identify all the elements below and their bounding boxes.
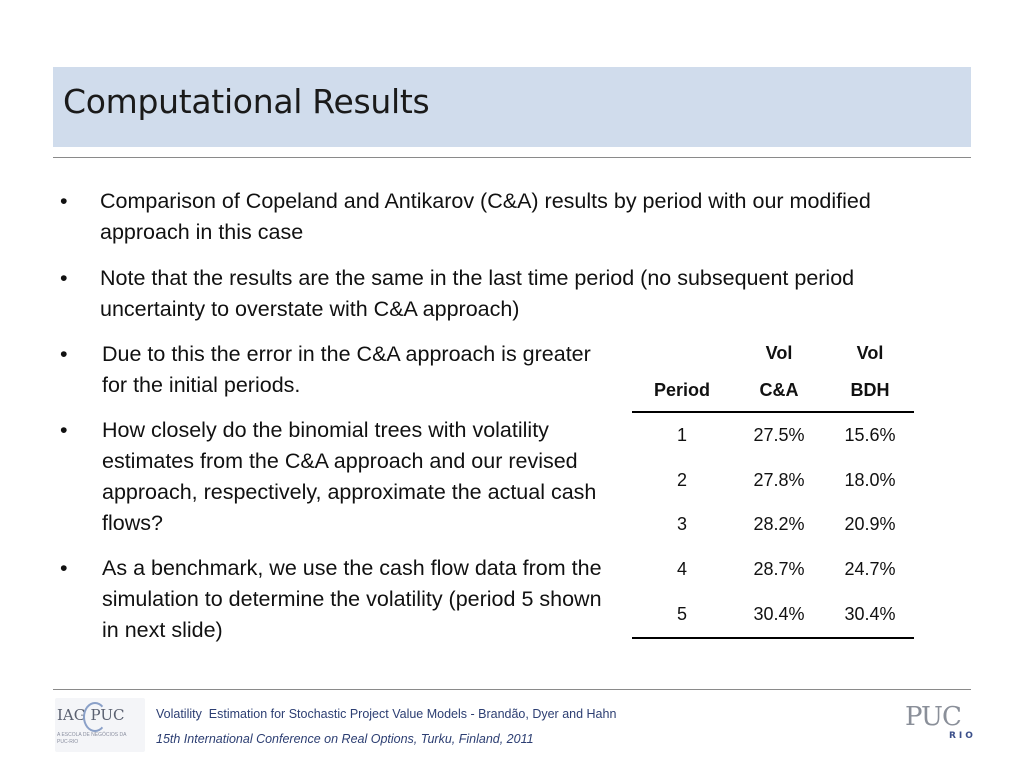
table-header-cell: Vol <box>856 342 884 363</box>
table-cell: 2 <box>676 469 687 490</box>
bullet-text: Due to this the error in the C&A approach is greater for the initial periods. <box>102 342 591 397</box>
table-header-cell: BDH <box>826 369 914 412</box>
table-row <box>632 547 914 592</box>
table-cell: 15.6% <box>844 424 896 445</box>
iag-puc-logo-text: IAG PUC <box>57 706 125 724</box>
bullet-glyph: • <box>60 556 68 580</box>
bullet-list-top <box>60 186 940 340</box>
table-row <box>632 458 914 503</box>
table-row <box>632 592 914 638</box>
bullet-item <box>60 186 940 248</box>
table-header-cell <box>632 337 732 369</box>
iag-puc-logo-caption: A ESCOLA DE NEGÓCIOS DA PUC-RIO <box>57 732 127 745</box>
table-cell: 30.4% <box>732 592 826 638</box>
bullet-item <box>60 553 620 646</box>
bullet-text: How closely do the binomial trees with volatility estimates from the C&A approach and our revised approach, respectively, approximate the actual cash flows? <box>102 418 597 535</box>
puc-rio-logo-main: PUC <box>905 702 961 732</box>
bullet-item <box>60 415 620 539</box>
table-cell: 4 <box>676 559 687 580</box>
table-cell: 27.5% <box>753 424 805 445</box>
bullet-glyph: • <box>60 189 68 213</box>
table-cell: 5 <box>632 592 732 638</box>
footer-divider <box>53 689 971 690</box>
volatility-table <box>632 337 914 639</box>
table-cell: 30.4% <box>826 592 914 638</box>
table-cell: 1 <box>676 424 687 445</box>
table-cell: 28.2% <box>753 514 805 535</box>
footer-conference: 15th International Conference on Real Options, Turku, Finland, 2011 <box>156 732 534 746</box>
slide-title: Computational Results <box>63 82 430 121</box>
bullet-text: Note that the results are the same in the last time period (no subsequent period uncertainty to overstate with C&A approach) <box>100 266 855 321</box>
bullet-text: As a benchmark, we use the cash flow data from the simulation to determine the volatility (period 5 shown in next slide) <box>102 556 602 642</box>
table-header-row <box>632 369 914 412</box>
table-cell: 18.0% <box>844 469 896 490</box>
table-header-cell: C&A <box>732 369 826 412</box>
bullet-glyph: • <box>60 266 68 290</box>
iag-puc-logo <box>55 698 145 752</box>
bullet-text: Comparison of Copeland and Antikarov (C&A) results by period with our modified approach in this case <box>100 189 871 244</box>
bullet-list-left <box>60 339 620 660</box>
table-header-cell: Period <box>632 369 732 412</box>
table-cell: 20.9% <box>844 514 896 535</box>
table-cell: 28.7% <box>753 559 805 580</box>
table-header-cell: Vol <box>765 342 793 363</box>
bullet-glyph: • <box>60 342 68 366</box>
puc-rio-logo-sub: RIO <box>949 731 976 741</box>
table-cell: 27.8% <box>753 469 805 490</box>
table-header-row <box>632 337 914 369</box>
bullet-glyph: • <box>60 418 68 442</box>
table-row <box>632 503 914 548</box>
table-cell: 3 <box>676 514 687 535</box>
header-divider <box>53 157 971 158</box>
table-row <box>632 412 914 458</box>
footer-presentation-title: Volatility Estimation for Stochastic Project Value Models - Brandão, Dyer and Hahn <box>156 707 617 721</box>
swirl-icon <box>83 702 107 732</box>
table-cell: 24.7% <box>844 559 896 580</box>
puc-rio-logo <box>905 702 977 746</box>
bullet-item <box>60 263 940 325</box>
bullet-item <box>60 339 620 401</box>
